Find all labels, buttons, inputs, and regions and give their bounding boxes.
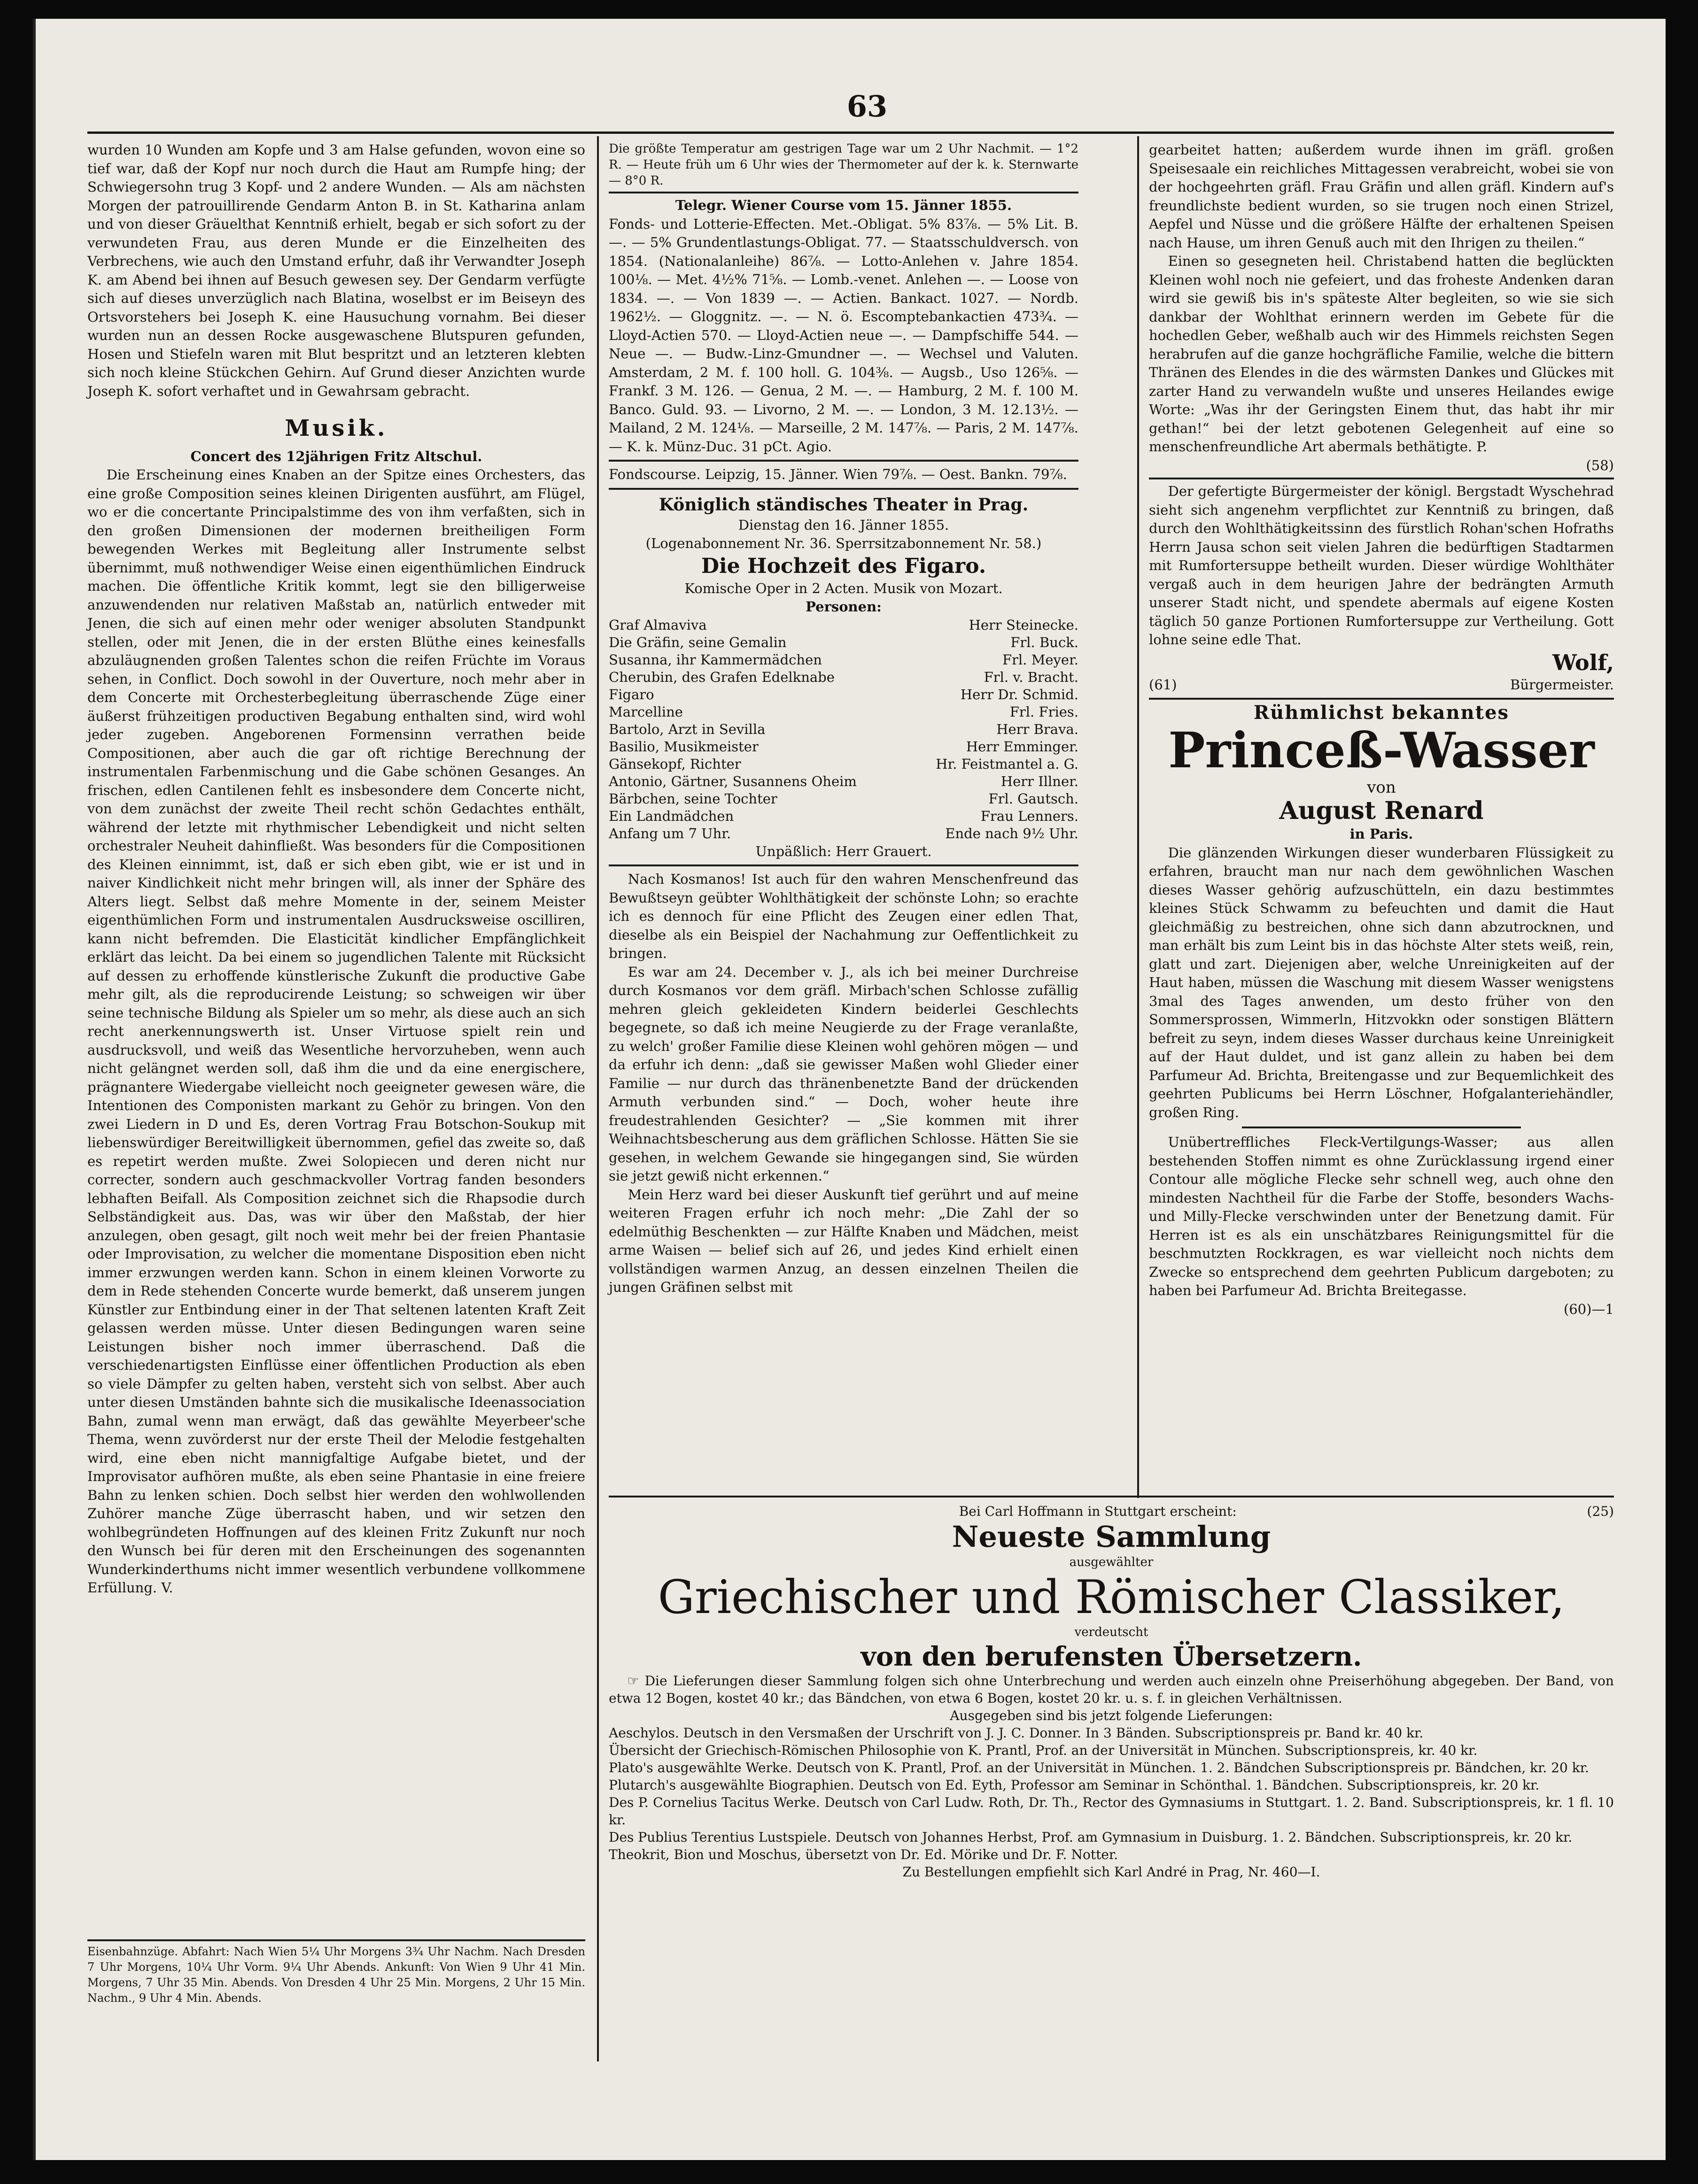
course-title: Telegr. Wiener Course vom 15. Jänner 1855. [675,197,1012,213]
railway-rule [87,1939,585,1941]
ad-code-60: (60)—1 [1564,1301,1614,1317]
cast-row: Basilio, Musikmeister Herr Emminger. [609,738,1078,755]
column-divider-1 [597,136,599,2061]
ad-city: in Paris. [1349,826,1413,842]
classics-lead: ☞ Die Lieferungen dieser Sammlung folgen sich ohne Unterbrechung und werden auch einzeln ohne Preiserhöhung abgegeben. Der Band, von etwa 12 Bogen, kostet 40 kr.; das Bändchen, von etwa 6 Bogen, kostet 20 kr. u. s. f. in gleichen Verhältnissen. [609,1673,1614,1706]
cast-row: Ein Landmädchen Frau Lenners. [609,808,1078,824]
railway-schedule: Eisenbahnzüge. Abfahrt: Nach Wien 5¼ Uhr Morgens 3¾ Uhr Nachm. Nach Dresden 7 Uhr Morgens, 10¼ Uhr Vorm. 9¼ Uhr Abends. Ankunft: Von Wien 9 Uhr 41 Min. Morgens, 7 Uhr 35 Min. Abends. Von Dresden 4 Uhr 25 Min. Morgens, 2 Uhr 15 Min. Nachm., 9 Uhr 4 Min. Abends. [87,1945,585,2005]
classics-intro-row [609,1503,1614,1520]
classics-title-1: Neueste Sammlung [952,1520,1271,1554]
ad-maker: August Renard [1279,796,1484,825]
cast-list [609,617,1078,842]
cast-row: Gänsekopf, Richter Hr. Feistmantel a. G. [609,756,1078,772]
classics-item: Des Publius Terentius Lustspiele. Deutsch von Johannes Herbst, Prof. am Gymnasium in Duisburg. 1. 2. Bändchen. Subscriptionspreis, kr. 20 kr. [609,1829,1573,1845]
classics-item: Plato's ausgewählte Werke. Deutsch von K. Prantl, Prof. an der Universität in München. 1. 2. Bändchen Subscriptionspreis pr. Bändchen, kr. 20 kr. [609,1760,1589,1775]
rule-kosmanos [609,864,1078,866]
opera-title: Die Hochzeit des Figaro. [701,554,986,578]
classics-item: Theokrit, Bion und Moschus, übersetzt von Dr. Ed. Mörike und Dr. F. Notter. [609,1847,1118,1862]
theater-title: Königlich ständisches Theater in Prag. [659,494,1029,515]
kosmanos-p1: Nach Kosmanos! Ist auch für den wahren Menschenfreund das Bewußtseyn geübter Wohlthätigkeit der schönste Lohn; so erachte ich es dennoch für eine Pflicht des Zeugen einer edlen That, dieselbe als ein Beispiel der Nachahmung zur Oeffentlichkeit zu bringen. [609,871,1078,961]
ad-code-58: (58) [1586,457,1614,473]
classics-intro: Bei Carl Hoffmann in Stuttgart erscheint: [959,1504,1237,1519]
concert-title: Concert des 12jährigen Fritz Altschul. [190,448,482,464]
column-divider-2 [1137,136,1139,1498]
rule-princess [1149,698,1614,700]
theater-abonnement: (Logenabonnement Nr. 36. Sperrsitzabonnement Nr. 58.) [645,535,1042,551]
times-row: Anfang um 7 Uhr. Ende nach 9½ Uhr. [609,825,1078,841]
classics-title-3: von den berufensten Übersetzern. [861,1641,1362,1672]
rule-leipzig [609,460,1078,462]
cast-row: Antonio, Gärtner, Susannens Oheim Herr Illner. [609,773,1078,789]
classics-item: Aeschylos. Deutsch in den Versmaßen der Urschrift von J. J. C. Donner. In 3 Bänden. Subscriptionspreis pr. Band kr. 40 kr. [609,1725,1424,1741]
course-listing: Fonds- und Lotterie-Effecten. Met.-Obligat. 5% 83⅞. — 5% Lit. B. —. — 5% Grundentlastungs-Obligat. 77. — Staatsschuldversch. von 1854. (Nationalanleihe) 86⅞. — Lotto-Anlehen v. Jahre 1854. 100⅛. — Met. 4½% 71⅝. — Lomb.-venet. Anlehen —. — Loose von 1834. —. — Von 1839 —. — Actien. Bankact. 1027. — Nordb. 1962½. — Gloggnitz. —. — N. ö. Escomptebankactien 473¾. — Lloyd-Actien 570. — Lloyd-Actien neue —. — Dampfschiffe 544. — Neue —. — Budw.-Linz-Gmundner —. — Wechsel und Valuten. Amsterdam, 2 M. f. 100 holl. G. 104⅜. — Augsb., Uso 126⅝. — Frankf. 3 M. 126. — Genua, 2 M. —. — Hamburg, 2 M. f. 100 M. Banco. Guld. 93. — Livorno, 2 M. —. — London, 3 M. 12.13½. — Mailand, 2 M. 124⅛. — Marseille, 2 M. 147⅞. — Paris, 2 M. 147⅞. — K. k. Münz-Duc. 31 pCt. Agio. [609,216,1078,455]
crime-report: wurden 10 Wunden am Kopfe und 3 am Halse gefunden, wovon eine so tief war, daß der Kopf nur noch durch die Haut am Rumpfe hing; der Schwiegersohn trug 3 Kopf- und 2 andere Wunden. — Als am nächsten Morgen der patrouillirende Gendarm Anton B. in St. Katharina anlam und von dieser Gräuelthat Kenntniß erhielt, begab er sich sofort zu der verwundeten Frau, aus deren Munde er die Einzelheiten des Verbrechens, wie auch den Umstand erfuhr, daß ihr Verwandter Joseph K. am Abend bei ihnen auf Besuch gewesen sey. Der Gendarm verfügte sich auf dieses unverzüglich nach Blatina, woselbst er im Beiseyn des Ortsvorstehers bei Joseph K. eine Hausuchung vornahm. Bei dieser wurden nun an dessen Rocke ausgewaschene Blutspuren gefunden, Hosen und Stiefeln waren mit Blut bespritzt und an letzteren klebten sich noch kleine Stückchen Gehirn. Auf Grund dieser Anzichten wurde Joseph K. sofort verhaftet und in Gewahrsam gebracht. [87,142,585,399]
column-left [87,141,585,1597]
ad-product: Princeß-Wasser [1168,721,1595,779]
wolf-notice: Der gefertigte Bürgermeister der königl. Bergstadt Wyschehrad sieht sich angenehm verpflichtet zur Kenntniß zu bringen, daß durch den Wohlthätigkeitssinn des fürstlich Rohan'schen Hofraths Herrn Jausa schon seit vielen Jahren die bedürftigen Stadtarmen mit Rumfortersuppe betheilt wurden. Dieser würdige Wohlthäter vergaß auch in dem heurigen Jahre der bedrängten Armuth unserer Stadt nicht, und spendete abermals auf eigene Kosten täglich 50 ganze Portionen Rumfortersuppe zur Vertheilung. Gott lohne seine edle That. [1149,483,1614,648]
cast-row: Bartolo, Arzt in Sevilla Herr Brava. [609,721,1078,737]
cast-row: Graf Almaviva Herr Steinecke. [609,617,1078,633]
cast-row: Susanna, ihr Kammermädchen Frl. Meyer. [609,651,1078,668]
rule-fleck [1242,1127,1521,1128]
wolf-footer [1149,676,1614,695]
ad-description: Die glänzenden Wirkungen dieser wunderbaren Flüssigkeit zu erfahren, braucht man nur nach dem gewöhnlichen Waschen dieses Wasser gehörig aufzuschütteln, ein dazu bestimmtes kleines Stück Schwamm zu befeuchten und damit die Haut gleichmäßig zu bestreichen, ohne sich dann abzutrocknen, und man erhält bis zum Leint bis in das höchste Alter stets weiß, rein, glatt und zart. Diejenigen aber, welche Unreinigkeiten auf der Haut haben, müssen die Waschung mit diesem Wasser wenigstens 3mal des Tages anwenden, um desto früher von den Sommersprossen, Wimmerln, Hitzvokkn oder sonstigen Blättern befreit zu seyn, indem dieses Wasser durchaus keine Unreinigkeit auf der Haut duldet, und ist ganz allein zu haben bei dem Parfumeur Ad. Brichta, Breitengasse und zur Bequemlichkeit des geehrten Publicums bei Herrn Löschner, Hofgalanteriehändler, großen Ring. [1149,844,1614,1120]
kosmanos-cont: gearbeitet hatten; außerdem wurde ihnen im gräfl. großen Speisesaale ein reichliches Mittagessen verabreicht, wobei sie von der hochgeehrten gräfl. Frau Gräfin und allen gräfl. Kindern auf's freundlichste bedient wurden, so sie trugen noch einen Strizel, Aepfel und Nüsse und die größere Hälfte der erhaltenen Speisen nach Hause, um ihren Genuß auch mit den Ihrigen zu theilen.“ [1149,142,1614,251]
section-title-musik: Musik. [285,415,388,441]
persons-label: Personen: [806,599,882,615]
cast-row: Marcelline Frl. Fries. [609,703,1078,720]
header-rule [87,131,1614,134]
classics-item: Plutarch's ausgewählte Biographien. Deutsch von Ed. Eyth, Professor am Seminar in Schönthal. 1. Bändchen. Subscriptionspreis, kr. 20 kr. [609,1777,1540,1793]
classics-title-2b: verdeutscht [1074,1625,1148,1639]
concert-review: Die Erscheinung eines Knaben an der Spitze eines Orchesters, das eine große Composition seines kleinen Dirigenten ausführt, am Flügel, wo er die concertante Principalstimme des von ihm verfaßten, sich in den großen Dimensionen der modernen breitheiligen Form bewegenden Werkes mit Begleitung aller Instrumente selbst übernimmt, muß nothwendiger Weise einen eigenthümlichen Eindruck machen. Die öffentliche Kritik kommt, legt sie den billigerweise anzuwendenden nur relativen Maßstab an, natürlich entweder mit Jenen, die sich auf einen mehr oder weniger absoluten Standpunkt stellen, oder mit Jenen, die in der ersten Blüthe eines keinesfalls abzuläugnenden großen Talentes schon die reifen Früchte im Voraus sehen, in Conflict. Doch sowohl in der Ouverture, noch mehr aber in dem Concerte mit Orchesterbegleitung überraschende Züge einer äußerst frühzeitigen productiven Begabung enthalten sind, wird wohl jeder zugeben. Angeborenen Formensinn verrathen beide Compositionen, aber auch die gar oft richtige Berechnung der instrumentalen Farbenmischung und die Gabe schönen Gesanges. An frischen, edlen Cantilenen fehlt es insbesondere dem Concerte nicht, von dem zunächst der zweite Theil recht schön Gedachtes enthält, während der letzte mit rhythmischer Lebendigkeit und nicht selten orchestraler Neuheit dahinfließt. Was besonders für die Compositionen des Kleinen einnimmt, ist, daß er sich eben gibt, wie er ist und in naiver Kindlichkeit nicht mehr bringen will, als inner der Sphäre des Alters liegt. Selbst daß mehre Momente in der, seinem Meister eigenthümlichen Form und instrumentalen Ausdrucksweise oscilliren, kann nicht befremden. Die Elasticität kindlicher Empfänglichkeit erklärt das leicht. Da bei einem so jugendlichen Talente mit Rücksicht auf dessen zu erhoffende künstlerische Zukunft die productive Gabe mehr gilt, als die reproducirende Leistung; so schweigen wir über seine technische Bildung als Spieler um so mehr, als diese auch an sich recht anerkennungswerth ist. Unser Virtuose spielt rein und ausdrucksvoll, und weiß das Wesentliche hervorzuheben, wenn auch nicht gelängnet werden soll, daß ihm die und da eine energischere, prägnantere Wiedergabe vielleicht noch geeigneter gewesen wäre, die Intentionen des Componisten markant zu Gehör zu bringen. Von den zwei Liedern in D und Es, deren Vortrag Frau Botschon-Soukup mit liebenswürdiger Bereitwilligkeit übernommen, gefiel das zweite so, daß es repetirt werden mußte. Zwei Solopiecen und deren nicht nur correcter, sondern auch geschmackvoller Vortrag fanden besonders lebhaften Beifall. Als Composition zeichnet sich die Rhapsodie durch Selbständigkeit aus. Das, was wir über den Maßstab, der hier anzulegen, oben gesagt, gilt noch weit mehr bei der freien Phantasie oder Improvisation, zu welcher die momentane Disposition eben nicht immer erzwungen werden kann. Schon in einem kleinen Vorworte zu dem in Rede stehenden Concerte wurde bemerkt, daß unserem jungen Künstler zur Entbindung einer in der That seltenen latenten Kraft Zeit gelassen werden müsse. Unter diesen Bedingungen waren seine Leistungen bisher noch immer überraschend. Daß die verschiedenartigsten Einflüsse einer öffentlichen Production als eben so viele Dämpfer zu gelten haben, versteht sich von selbst. Aber auch unter diesen Umständen bahnte sich die musikalische Ideenassociation Bahn, zumal wenn man erwägt, daß das gewählte Meyerbeer'sche Thema, wenn zuvörderst nur der erste Theil der Melodie festgehalten wird, eine eben nicht mannigfaltige Aufgabe bietet, und der Improvisator aufhören mußte, als eben seine Phantasie in eine freiere Bahn zu lenken schien. Doch selbst hier werden den wohlwollenden Zuhörer manche Züge überrascht haben, und wir setzen den wohlbegründeten Hoffnungen auf des kleinen Fritz Zukunft nur noch den Wunsch bei für deren mit den Erscheinungen des sogenannten Wunderkinderthums nicht immer wesentlich verbundene vollkommene Erfüllung. V. [87,467,585,1596]
page-number: 63 [846,89,888,123]
column-middle [609,141,1078,1297]
wolf-role: Bürgermeister. [1510,676,1614,693]
newspaper-page [33,19,1666,2160]
kosmanos-p2: Es war am 24. December v. J., als ich bei meiner Durchreise durch Kosmanos vor dem gräfl. Mirbach'schen Schlosse zufällig mehren gleich gekleideten Kindern beiderlei Geschlechts begegnete, so daß ich meine Neugierde zu der Frage veranlaßte, zu welch' großer Familie diese Kleinen wohl gehören mögen — und da erfuhr ich denn: „daß sie gewisser Maßen wohl Glieder einer Familie — nur durch das thränenbenetzte Band der drückenden Armuth verbunden sind.“ — Doch, woher heute ihre freudestrahlenden Gesichter? — „Sie kommen mit ihrer Weihnachtsbescherung aus dem gräflichen Schlosse. Hätten Sie sie gesehen, in welchem Gewande sie hingegangen sind, Sie würden sie jetzt gewiß nicht erkennen.“ [609,964,1078,1184]
ad-von: von [1367,778,1396,797]
cast-row: Figaro Herr Dr. Schmid. [609,686,1078,702]
classics-title-2: Griechischer und Römischer Classiker, [658,1571,1565,1624]
temperature-note: Die größte Temperatur am gestrigen Tage war um 2 Uhr Nachmit. — 1°2 R. — Heute früh um 6 Uhr wies der Thermometer auf der k. k. Sternwarte — 8°0 R. [609,142,1078,188]
classics-title-1b: ausgewählter [1069,1555,1154,1569]
page-body [87,52,1614,2141]
cast-row: Cherubin, des Grafen Edelknabe Frl. v. Bracht. [609,669,1078,685]
classics-order: Zu Bestellungen empfiehlt sich Karl André in Prag, Nr. 460—I. [902,1864,1320,1880]
column-right [1149,141,1614,1319]
classics-item: Des P. Cornelius Tacitus Werke. Deutsch von Carl Ludw. Roth, Dr. Th., Rector des Gymnasiums in Stuttgart. 1. 2. Band. Subscriptionspreis, kr. 1 fl. 10 kr. [609,1795,1614,1828]
rule-wolf [1149,478,1614,479]
classics-sofar: Ausgegeben sind bis jetzt folgende Lieferungen: [950,1708,1273,1723]
ad-code-25: (25) [1587,1504,1614,1519]
ad-code-61: (61) [1149,676,1177,693]
classics-ad [609,1503,1614,1881]
kosmanos-thanks: Einen so gesegneten heil. Christabend hatten die beglückten Kleinen wohl noch nie gefeiert, und das froheste Andenken daran wird sie gewiß bis in's späteste Alter begleiten, so wie sie sich dankbar der Wohlthat erinnern werden im Gebete für die hochedlen Geber, weßhalb auch wir des Himmels reichsten Segen herabrufen auf die ganze hochgräfliche Familie, welche die bittern Thränen des Elendes in die des wärmsten Dankes und Glückes mit zarter Hand zu verwandeln wußte und unseres Heilandes ewige Worte: „Was ihr der Geringsten Einem thut, das habt ihr mir gethan!“ bei der letzt gebotenen Gelegenheit auf eine so menschenfreundliche Art abermals bethätigte. P. [1149,253,1614,455]
opera-subtitle: Komische Oper in 2 Acten. Musik von Mozart. [684,580,1003,596]
theater-date: Dienstag den 16. Jänner 1855. [738,517,949,533]
kosmanos-p3: Mein Herz ward bei dieser Auskunft tief gerührt und auf meine weiteren Fragen erfuhr ich noch mehr: „Die Zahl der so edelmüthig Beschenkten — zur Hälfte Knaben und Mädchen, meist arme Waisen — belief sich auf 26, und jedes Kind erhielt einen vollständigen warmen Anzug, an dessen einzelnen Theilen die jungen Gräfinen selbst mit [609,1186,1078,1295]
cast-row: Bärbchen, seine Tochter Frl. Gautsch. [609,790,1078,807]
rule-theater [609,488,1078,490]
wolf-name: Wolf, [1552,649,1614,675]
unwell-note: Unpäßlich: Herr Grauert. [755,843,932,859]
rule-course [609,192,1078,193]
classics-item: Übersicht der Griechisch-Römischen Philosophie von K. Prantl, Prof. an der Universität in München. Subscriptionspreis, kr. 40 kr. [609,1743,1478,1758]
rule-wide-ad [609,1496,1614,1497]
ad-heading: Rühmlichst bekanntes [1253,702,1510,724]
leipzig-course: Fondscourse. Leipzig, 15. Jänner. Wien 79⅞. — Oest. Bankn. 79⅞. [609,466,1067,482]
fleck-ad: Unübertreffliches Fleck-Vertilgungs-Wasser; aus allen bestehenden Stoffen nimmt es ohne Zurücklassung irgend einer Contour alle mögliche Flecke sehr schnell weg, auch ohne den mindesten Nachtheil für die Farbe der Stoffe, besonders Wachs- und Milly-Flecke verschwinden unter der Benetzung damit. Für Herren ist es als ein unschätzbares Reinigungsmittel für die beschmutzten Rockkragen, es war vielleicht noch nichts dem Zwecke so entsprechend dem geehrten Publicum dargeboten; zu haben bei Parfumeur Ad. Brichta Breitegasse. [1149,1134,1614,1298]
cast-row: Die Gräfin, seine Gemalin Frl. Buck. [609,634,1078,650]
